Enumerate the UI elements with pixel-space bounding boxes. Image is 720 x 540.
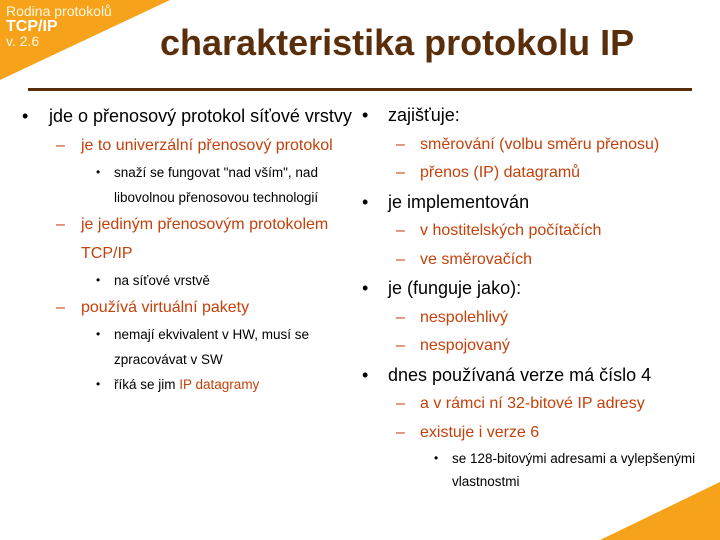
series-name: Rodina protokolů bbox=[6, 3, 112, 19]
right-column bbox=[360, 101, 712, 493]
right-bullet-list bbox=[360, 101, 712, 493]
ip-datagrams-prefix: říká se jim bbox=[114, 377, 180, 392]
bullet-transport-protocol: • jde o přenosový protokol síťové vrstvy bbox=[20, 101, 355, 131]
bullet-provides: • zajišťuje: bbox=[360, 101, 712, 131]
sub-sub-bullet-over-everything: • snaží se fungovat "nad vším", nad libovolnou přenosovou technologií bbox=[20, 160, 355, 210]
series-version: v. 2.6 bbox=[6, 33, 40, 49]
sub-bullet-version-6: – existuje i verze 6 bbox=[360, 419, 712, 448]
sub-bullet-32bit-addresses: – a v rámci ní 32-bitové IP adresy bbox=[360, 390, 712, 419]
sub-sub-bullet-128bit-addresses: • se 128-bitovými adresami a vylepšenými vlastnostmi bbox=[360, 447, 712, 493]
series-subject: TCP/IP bbox=[6, 18, 58, 35]
title-underline bbox=[28, 88, 692, 91]
series-label bbox=[6, 4, 112, 49]
sub-bullet-routers: – ve směrovačích bbox=[360, 246, 712, 275]
bullet-implemented: • je implementován bbox=[360, 188, 712, 218]
sub-bullet-only-transport: – je jediným přenosovým protokolem TCP/IP bbox=[20, 210, 355, 268]
bullet-current-version: • dnes používaná verze má číslo 4 bbox=[360, 361, 712, 391]
sub-bullet-unreliable: – nespolehlivý bbox=[360, 304, 712, 333]
sub-bullet-connectionless: – nespojovaný bbox=[360, 332, 712, 361]
sub-sub-bullet-network-layer: • na síťové vrstvě bbox=[20, 268, 355, 293]
sub-bullet-hosts: – v hostitelských počítačích bbox=[360, 217, 712, 246]
sub-bullet-virtual-packets: – používá virtuální pakety bbox=[20, 293, 355, 322]
sub-sub-bullet-no-hw-equivalent: • nemají ekvivalent v HW, musí se zpracovávat v SW bbox=[20, 322, 355, 372]
left-column bbox=[20, 101, 355, 397]
ip-datagrams-term: IP datagramy bbox=[179, 377, 260, 392]
bullet-works-as: • je (funguje jako): bbox=[360, 274, 712, 304]
sub-bullet-datagram-transfer: – přenos (IP) datagramů bbox=[360, 159, 712, 188]
slide-title: charakteristika protokolu IP bbox=[160, 22, 635, 63]
left-bullet-list bbox=[20, 101, 355, 397]
sub-bullet-routing: – směrování (volbu směru přenosu) bbox=[360, 131, 712, 160]
sub-bullet-universal: – je to univerzální přenosový protokol bbox=[20, 131, 355, 160]
sub-sub-bullet-ip-datagrams bbox=[20, 372, 355, 397]
